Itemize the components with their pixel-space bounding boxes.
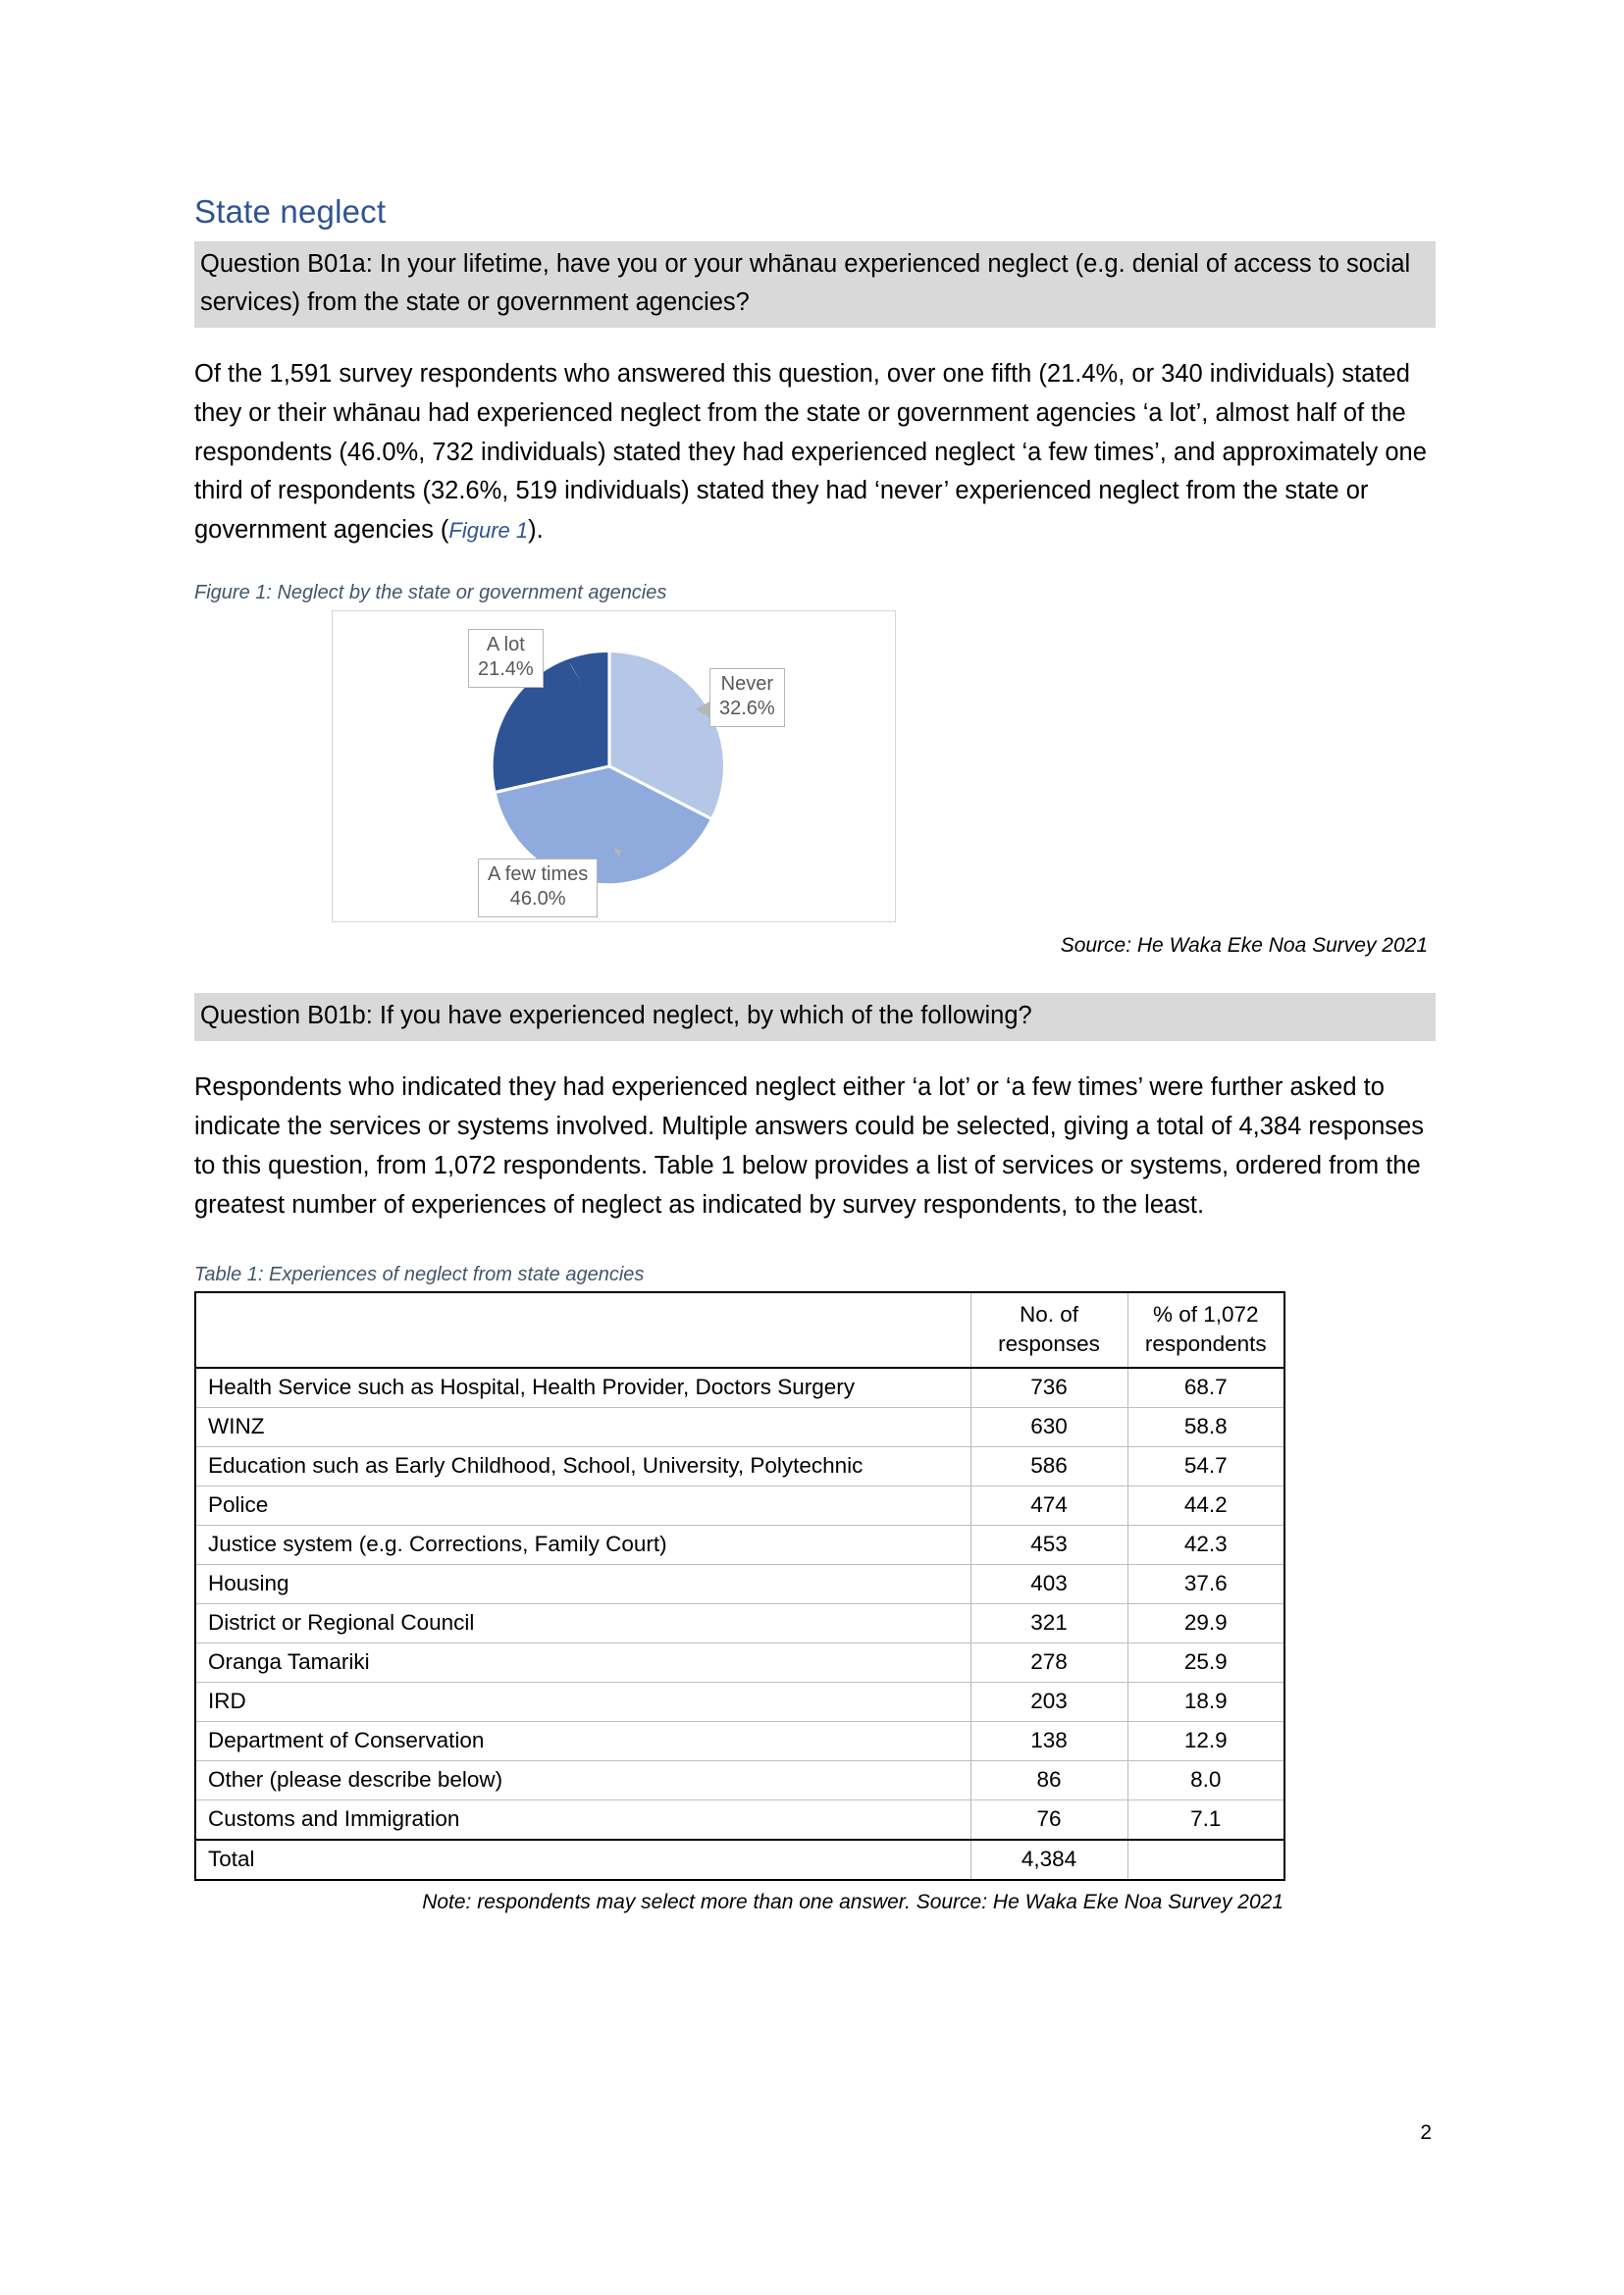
row-percent: 7.1: [1127, 1799, 1284, 1840]
pie-label-a-few-times: [478, 859, 598, 917]
row-responses: 86: [970, 1760, 1127, 1799]
callout-leader-lines: [333, 611, 897, 923]
row-percent: 42.3: [1127, 1525, 1284, 1564]
table-body: [195, 1368, 1284, 1880]
question-b01a-text: In your lifetime, have you or your whānau experienced neglect (e.g. denial of access to social services) from the state or government agencies?: [200, 249, 1411, 316]
row-percent: 8.0: [1127, 1760, 1284, 1799]
row-responses: 278: [970, 1643, 1127, 1682]
table-header-responses: No. of responses: [970, 1292, 1127, 1367]
row-percent: 29.9: [1127, 1603, 1284, 1643]
row-label: Oranga Tamariki: [195, 1643, 970, 1682]
table-header-row: [195, 1292, 1284, 1367]
row-percent: 58.8: [1127, 1407, 1284, 1446]
row-label: Police: [195, 1486, 970, 1525]
table-header-percent: % of 1,072 respondents: [1127, 1292, 1284, 1367]
row-label: Housing: [195, 1564, 970, 1603]
row-percent: 44.2: [1127, 1486, 1284, 1525]
row-responses: 736: [970, 1368, 1127, 1408]
table-row: [195, 1564, 1284, 1603]
row-label: IRD: [195, 1682, 970, 1721]
row-responses: 586: [970, 1446, 1127, 1486]
pie-label-never-value: 32.6%: [719, 697, 775, 719]
figure-1-chart: [332, 610, 896, 922]
question-b01b-label: Question B01b:: [200, 1001, 373, 1029]
paragraph-b01b: Respondents who indicated they had experienced neglect either ‘a lot’ or ‘a few times’ were further asked to indicate the services or systems involved. Multiple answers could be selected, giving a total of 4,384 responses to this question, from 1,072 respondents. Table 1 below provides a list of services or systems, ordered from the greatest number of experiences of neglect as indicated by survey respondents, to the least.: [194, 1073, 1424, 1219]
table-row: [195, 1682, 1284, 1721]
figure-1-source: Source: He Waka Eke Noa Survey 2021: [1060, 933, 1428, 957]
table-row: [195, 1368, 1284, 1408]
pie-label-a-lot: [468, 629, 544, 688]
table-1-note: Note: respondents may select more than one answer. Source: He Waka Eke Noa Survey 2021: [422, 1890, 1283, 1913]
pie-label-a-lot-name: A lot: [486, 633, 525, 655]
row-label: Justice system (e.g. Corrections, Family Court): [195, 1525, 970, 1564]
table-row: [195, 1721, 1284, 1760]
row-responses: 76: [970, 1799, 1127, 1840]
leader-never: [696, 702, 709, 717]
page-content: [194, 192, 1436, 1914]
row-label: Department of Conservation: [195, 1721, 970, 1760]
leader-a-lot: [569, 662, 582, 684]
pie-label-a-few-times-value: 46.0%: [509, 887, 566, 910]
row-label: District or Regional Council: [195, 1603, 970, 1643]
row-responses: 403: [970, 1564, 1127, 1603]
table-row: [195, 1407, 1284, 1446]
row-percent: 12.9: [1127, 1721, 1284, 1760]
row-responses: 203: [970, 1682, 1127, 1721]
row-responses: 321: [970, 1603, 1127, 1643]
table-header: [195, 1292, 1284, 1367]
table-row: [195, 1643, 1284, 1682]
row-responses: 630: [970, 1407, 1127, 1446]
total-percent: [1127, 1840, 1284, 1880]
row-label: Other (please describe below): [195, 1760, 970, 1799]
row-label: WINZ: [195, 1407, 970, 1446]
row-percent: 25.9: [1127, 1643, 1284, 1682]
table-row: [195, 1799, 1284, 1840]
total-label: Total: [195, 1840, 970, 1880]
table-1: [194, 1291, 1285, 1880]
paragraph-b01a-part2: ).: [528, 516, 544, 545]
table-total-row: [195, 1840, 1284, 1880]
table-row: [195, 1603, 1284, 1643]
row-responses: 138: [970, 1721, 1127, 1760]
row-label: Customs and Immigration: [195, 1799, 970, 1840]
pie-label-a-few-times-name: A few times: [488, 862, 589, 885]
pie-label-never-name: Never: [720, 672, 774, 695]
row-percent: 68.7: [1127, 1368, 1284, 1408]
pie-label-a-lot-value: 21.4%: [478, 657, 534, 680]
row-label: Health Service such as Hospital, Health Provider, Doctors Surgery: [195, 1368, 970, 1408]
question-b01b-banner: [194, 993, 1436, 1041]
paragraph-b01a: [194, 355, 1436, 550]
question-b01a-banner: [194, 241, 1436, 329]
row-label: Education such as Early Childhood, School, University, Polytechnic: [195, 1446, 970, 1486]
pie-label-never: [709, 668, 785, 727]
page-number: 2: [1420, 2121, 1432, 2144]
figure-reference: Figure 1: [448, 518, 529, 544]
row-percent: 54.7: [1127, 1446, 1284, 1486]
table-row: [195, 1760, 1284, 1799]
row-percent: 37.6: [1127, 1564, 1284, 1603]
question-b01a-label: Question B01a:: [200, 249, 373, 278]
row-percent: 18.9: [1127, 1682, 1284, 1721]
total-responses: 4,384: [970, 1840, 1127, 1880]
table-header-label: [195, 1292, 970, 1367]
table-row: [195, 1525, 1284, 1564]
row-responses: 474: [970, 1486, 1127, 1525]
row-responses: 453: [970, 1525, 1127, 1564]
table-row: [195, 1486, 1284, 1525]
table-row: [195, 1446, 1284, 1486]
page-title: State neglect: [194, 193, 387, 230]
paragraph-b01a-part1: Of the 1,591 survey respondents who answered this question, over one fifth (21.4%, or 340 individuals) stated they or their whānau had experienced neglect from the state or government agencies ‘a lot’, almost half of the respondents (46.0%, 732 individuals) stated they had experienced neglect ‘a few times’, and approximately one third of respondents (32.6%, 519 individuals) stated they had ‘never’ experienced neglect from the state or government agencies (: [194, 360, 1427, 545]
question-b01b-text: If you have experienced neglect, by which of the following?: [372, 1001, 1032, 1029]
figure-1-caption: Figure 1: Neglect by the state or government agencies: [194, 581, 667, 603]
leader-a-few-times: [613, 847, 621, 859]
table-1-caption: Table 1: Experiences of neglect from state agencies: [194, 1264, 645, 1286]
